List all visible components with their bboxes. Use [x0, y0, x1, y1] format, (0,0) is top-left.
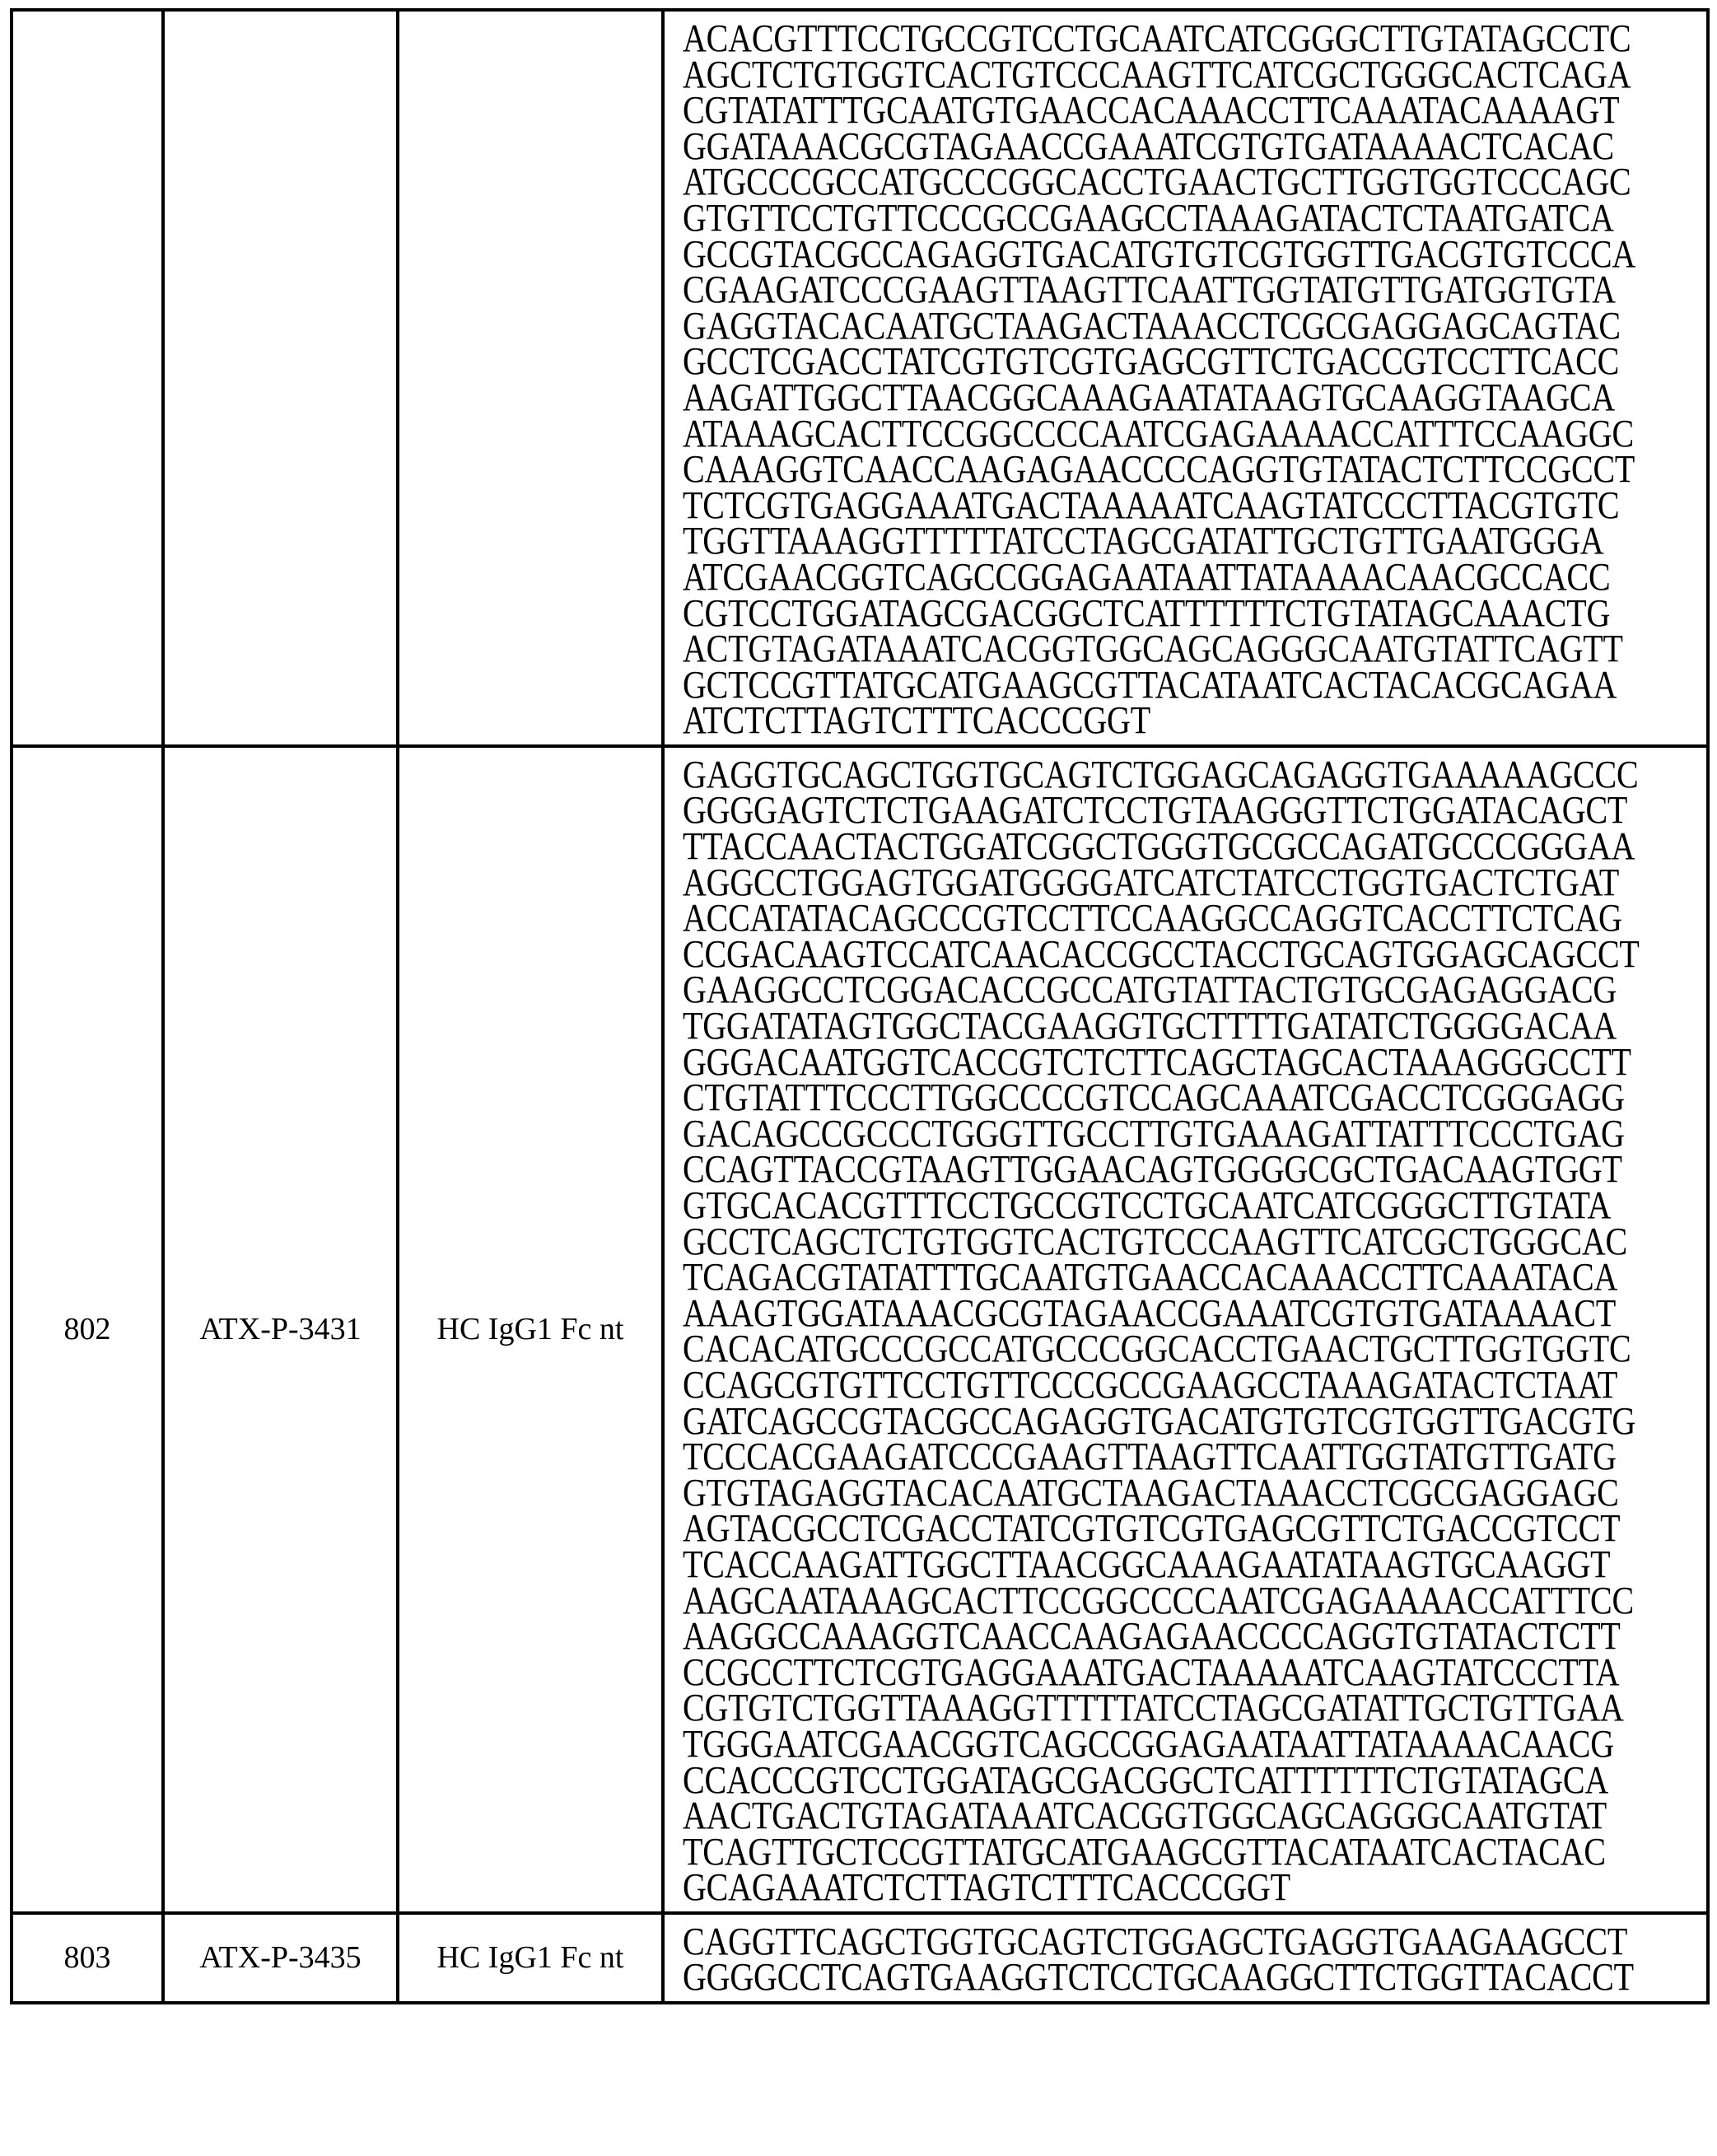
sequence-line: TCCCACGAAGATCCCGAAGTTAAGTTCAATTGGTATGTTGATG [683, 1435, 1706, 1477]
sequence-line: CCAGCGTGTTCCTGTTCCCGCCGAAGCCTAAAGATACTCTAAT [683, 1364, 1706, 1406]
sequence-line: CTGTATTTCCCTTGGCCCCGTCCAGCAAATCGACCTCGGGAGG [683, 1077, 1706, 1119]
sequence-line: CCAGTTACCGTAAGTTGGAACAGTGGGGCGCTGACAAGTGGT [683, 1149, 1706, 1191]
description-cell [398, 10, 663, 746]
seq-id-cell: 803 [12, 1913, 163, 2003]
name-cell: ATX-P-3431 [163, 746, 398, 1913]
sequence-line: GTGTAGAGGTACACAATGCTAAGACTAAACCTCGCGAGGAGC [683, 1472, 1706, 1514]
sequence-line: GAAGGCCTCGGACACCGCCATGTATTACTGTGCGAGAGGACG [683, 969, 1706, 1011]
table-row [12, 746, 1708, 1913]
sequence-cell [663, 1913, 1708, 2003]
sequence-line: ACACGTTTCCTGCCGTCCTGCAATCATCGGGCTTGTATAGCCTC [683, 17, 1706, 59]
sequence-cell [663, 746, 1708, 1913]
sequence-line: CCGCCTTCTCGTGAGGAAATGACTAAAAATCAAGTATCCCTTA [683, 1651, 1706, 1693]
sequence-line: GCCTCAGCTCTGTGGTCACTGTCCCAAGTTCATCGCTGGGCAC [683, 1220, 1706, 1262]
seq-id-cell: 802 [12, 746, 163, 1913]
sequence-line: CCGACAAGTCCATCAACACCGCCTACCTGCAGTGGAGCAGCCT [683, 933, 1706, 975]
sequence-line: GGGGCCTCAGTGAAGGTCTCCTGCAAGGCTTCTGGTTACACCT [683, 1957, 1706, 1999]
sequence-line: GCTCCGTTATGCATGAAGCGTTACATAATCACTACACGCAGAA [683, 664, 1706, 706]
sequence-line: AAGATTGGCTTAACGGCAAAGAATATAAGTGCAAGGTAAGCA [683, 376, 1706, 418]
sequence-line: ACCATATACAGCCCGTCCTTCCAAGGCCAGGTCACCTTCTCAG [683, 898, 1706, 940]
sequence-line: CCACCCGTCCTGGATAGCGACGGCTCATTTTTTCTGTATAGCA [683, 1759, 1706, 1801]
sequence-line: GGATAAACGCGTAGAACCGAAATCGTGTGATAAAACTCACAC [683, 125, 1706, 167]
sequence-line: TCTCGTGAGGAAATGACTAAAAATCAAGTATCCCTTACGTGTC [683, 484, 1706, 526]
sequence-line: AGCTCTGTGGTCACTGTCCCAAGTTCATCGCTGGGCACTCAGA [683, 54, 1706, 96]
sequence-line: GTGTTCCTGTTCCCGCCGAAGCCTAAAGATACTCTAATGATCA [683, 197, 1706, 239]
sequence-line: GCAGAAATCTCTTAGTCTTTCACCCGGT [683, 1867, 1706, 1909]
sequence-line: TGGATATAGTGGCTACGAAGGTGCTTTTGATATCTGGGGACAA [683, 1005, 1706, 1047]
sequence-line: AAGGCCAAAGGTCAACCAAGAGAACCCCAGGTGTATACTCTT [683, 1615, 1706, 1657]
sequence-line: ATGCCCGCCATGCCCGGCACCTGAACTGCTTGGTGGTCCCAGC [683, 161, 1706, 203]
sequence-line: CACACATGCCCGCCATGCCCGGCACCTGAACTGCTTGGTGGTC [683, 1328, 1706, 1370]
sequence-line: TGGTTAAAGGTTTTTATCCTAGCGATATTGCTGTTGAATGGGA [683, 520, 1706, 562]
sequence-line: GATCAGCCGTACGCCAGAGGTGACATGTGTCGTGGTTGACGTG [683, 1400, 1706, 1442]
sequence-line: CGTCCTGGATAGCGACGGCTCATTTTTTCTGTATAGCAAACTG [683, 592, 1706, 634]
description-cell: HC IgG1 Fc nt [398, 746, 663, 1913]
sequence-line: ATCGAACGGTCAGCCGGAGAATAATTATAAAACAACGCCACC [683, 556, 1706, 598]
sequence-line: GGGGAGTCTCTGAAGATCTCCTGTAAGGGTTCTGGATACAGCT [683, 790, 1706, 832]
sequence-line: CGTATATTTGCAATGTGAACCACAAACCTTCAAATACAAAAGT [683, 89, 1706, 131]
sequence-line: ACTGTAGATAAATCACGGTGGCAGCAGGGCAATGTATTCAGTT [683, 628, 1706, 670]
sequence-line: GGGACAATGGTCACCGTCTCTTCAGCTAGCACTAAAGGGCCTT [683, 1041, 1706, 1083]
table-row [12, 10, 1708, 746]
sequence-line: GCCTCGACCTATCGTGTCGTGAGCGTTCTGACCGTCCTTCACC [683, 341, 1706, 383]
sequence-line: AGTACGCCTCGACCTATCGTGTCGTGAGCGTTCTGACCGTCCT [683, 1508, 1706, 1550]
name-cell [163, 10, 398, 746]
sequence-line: GAGGTGCAGCTGGTGCAGTCTGGAGCAGAGGTGAAAAAGCCC [683, 754, 1706, 796]
table-row [12, 1913, 1708, 2003]
description-cell: HC IgG1 Fc nt [398, 1913, 663, 2003]
sequence-line: GAGGTACACAATGCTAAGACTAAACCTCGCGAGGAGCAGTAC [683, 305, 1706, 347]
sequence-line: TCAGTTGCTCCGTTATGCATGAAGCGTTACATAATCACTACAC [683, 1831, 1706, 1873]
sequence-line: AAGCAATAAAGCACTTCCGGCCCCAATCGAGAAAACCATTTCC [683, 1580, 1706, 1622]
sequence-table [10, 8, 1710, 2004]
name-cell: ATX-P-3435 [163, 1913, 398, 2003]
sequence-line: GTGCACACGTTTCCTGCCGTCCTGCAATCATCGGGCTTGTATA [683, 1184, 1706, 1226]
sequence-line: GACAGCCGCCCTGGGTTGCCTTGTGAAAGATTATTTCCCTGAG [683, 1113, 1706, 1155]
sequence-line: ATAAAGCACTTCCGGCCCCAATCGAGAAAACCATTTCCAAGGC [683, 413, 1706, 455]
sequence-line: CGTGTCTGGTTAAAGGTTTTTATCCTAGCGATATTGCTGTTGAA [683, 1687, 1706, 1729]
sequence-line: CGAAGATCCCGAAGTTAAGTTCAATTGGTATGTTGATGGTGTA [683, 268, 1706, 310]
sequence-line: AGGCCTGGAGTGGATGGGGATCATCTATCCTGGTGACTCTGAT [683, 861, 1706, 903]
sequence-line: CAGGTTCAGCTGGTGCAGTCTGGAGCTGAGGTGAAGAAGCCT [683, 1920, 1706, 1962]
sequence-line: TCAGACGTATATTTGCAATGTGAACCACAAACCTTCAAATACA [683, 1256, 1706, 1298]
sequence-line: GCCGTACGCCAGAGGTGACATGTGTCGTGGTTGACGTGTCCCA [683, 233, 1706, 275]
seq-id-cell [12, 10, 163, 746]
sequence-table-body [12, 10, 1708, 2003]
sequence-line: TGGGAATCGAACGGTCAGCCGGAGAATAATTATAAAACAACG [683, 1723, 1706, 1765]
sequence-line: AACTGACTGTAGATAAATCACGGTGGCAGCAGGGCAATGTAT [683, 1794, 1706, 1836]
sequence-line: TTACCAACTACTGGATCGGCTGGGTGCGCCAGATGCCCGGGAA [683, 825, 1706, 867]
sequence-line: CAAAGGTCAACCAAGAGAACCCCAGGTGTATACTCTTCCGCCT [683, 448, 1706, 490]
sequence-line: ATCTCTTAGTCTTTCACCCGGT [683, 700, 1706, 742]
sequence-cell [663, 10, 1708, 746]
sequence-line: TCACCAAGATTGGCTTAACGGCAAAGAATATAAGTGCAAGGT [683, 1543, 1706, 1585]
sequence-line: AAAGTGGATAAACGCGTAGAACCGAAATCGTGTGATAAAACT [683, 1292, 1706, 1334]
